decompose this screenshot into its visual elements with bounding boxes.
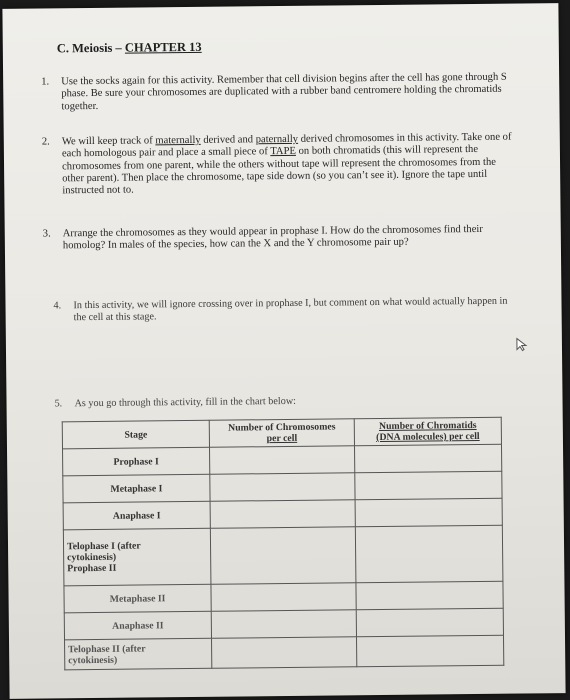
table-row [63, 525, 503, 586]
header-chromatids [354, 417, 501, 446]
heading-prefix: C. Meiosis – [56, 40, 125, 56]
chromatid-count-cell[interactable] [356, 581, 503, 610]
chapter-link: CHAPTER 13 [124, 39, 202, 55]
question-2 [42, 132, 521, 198]
chromatid-count-cell[interactable] [355, 498, 502, 527]
stage-cell [63, 528, 211, 586]
chromosome-count-cell[interactable] [210, 500, 355, 529]
header-line: Number of Chromatids [378, 419, 477, 433]
stage-line: cytokinesis) [68, 654, 118, 666]
text-segment: derived and [200, 134, 256, 146]
chromosome-count-cell[interactable] [211, 610, 356, 639]
meiosis-chart [62, 417, 505, 671]
table-row [65, 635, 504, 670]
question-1 [41, 72, 519, 114]
worksheet-page [2, 3, 565, 699]
question-text [62, 132, 521, 198]
chromosome-count-cell[interactable] [210, 446, 355, 475]
stage-cell [65, 638, 212, 670]
question-5 [54, 395, 354, 410]
question-text: In this activity, we will ignore crossing over in prophase I, but comment on what would actually happen in the cell at this stage. [73, 295, 508, 324]
section-heading [57, 40, 202, 57]
stage-cell: Metaphase I [63, 474, 210, 503]
header-line: (DNA molecules) per cell [376, 430, 480, 444]
chromatid-count-cell[interactable] [354, 444, 501, 473]
stage-line: Telophase II (after [68, 642, 146, 655]
chromatid-count-cell[interactable] [355, 471, 502, 500]
chromatid-count-cell[interactable] [355, 525, 503, 583]
underlined-term: maternally [155, 134, 201, 147]
stage-cell: Metaphase II [64, 584, 211, 613]
question-text: Arrange the chromosomes as they would appear in prophase I. How do the chromosomes find their homolog? In males of the species, how can the X and the Y chromosome pair up? [62, 223, 483, 252]
chromosome-count-cell[interactable] [210, 527, 356, 585]
chromosome-count-cell[interactable] [212, 637, 357, 669]
text-segment: on both chromatids (this will represent the chromosomes from one parent, while the others without tape will represent the chromosomes from the other parent). Then place the chromosome, tape side down (so you can’t see it). Ignore the tape until instructed not to. [61, 144, 497, 197]
chromatid-count-cell[interactable] [356, 608, 503, 637]
underlined-term: paternally [255, 133, 299, 146]
text-segment: derived chromosomes in this activity. Take one of each homologous pair and place a small piece of [61, 131, 512, 160]
question-number: 1. [41, 76, 50, 88]
header-stage: Stage [62, 420, 209, 449]
chromatid-count-cell[interactable] [356, 635, 503, 667]
underlined-term: TAPE [270, 146, 296, 158]
stage-line: Prophase II [67, 562, 117, 575]
stage-line: cytokinesis) [67, 551, 117, 564]
question-3 [43, 224, 521, 254]
cursor-icon [515, 337, 529, 351]
chromosome-count-cell[interactable] [210, 473, 355, 502]
header-line: per cell [266, 432, 298, 445]
question-text: As you go through this activity, fill in the chart below: [74, 395, 297, 410]
stage-cell: Anaphase II [64, 611, 211, 640]
text-segment: We will keep track of [61, 135, 156, 148]
question-number: 5. [54, 398, 63, 410]
chromosome-count-cell[interactable] [211, 583, 356, 612]
header-line: Number of Chromosomes [228, 421, 336, 434]
question-text: Use the socks again for this activity. Remember that cell division begins after the cell has gone through S phase. Be sure your chromosomes are duplicated with a rubber band centromere holding the chromatids together. [61, 71, 507, 112]
stage-line: Telophase I (after [66, 540, 141, 553]
stage-cell: Prophase I [63, 447, 210, 476]
question-number: 2. [41, 136, 50, 148]
header-chromosomes [209, 419, 354, 448]
question-number: 3. [42, 228, 51, 240]
stage-cell: Anaphase I [63, 501, 210, 530]
question-number: 4. [53, 300, 62, 312]
question-4 [53, 296, 513, 325]
